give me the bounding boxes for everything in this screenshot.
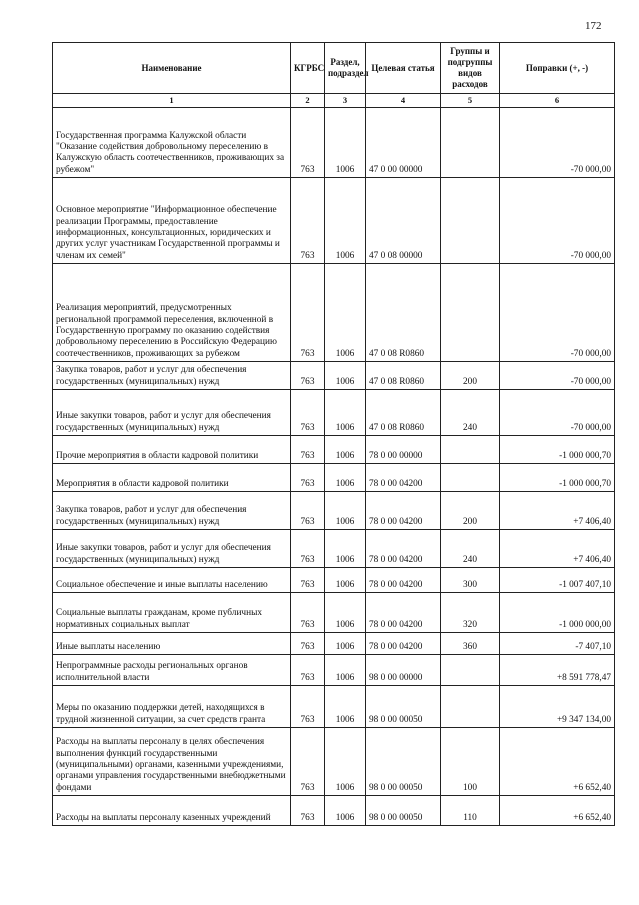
row-expense-group: [441, 464, 500, 492]
row-target-article: 78 0 00 04200: [366, 530, 441, 568]
row-name: Прочие мероприятия в области кадровой политики: [53, 436, 291, 464]
row-section: 1006: [325, 568, 366, 593]
header-grbs: КГРБС: [291, 43, 325, 94]
table-row: [53, 686, 615, 728]
row-name: Основное мероприятие "Информационное обеспечение реализации Программы, предоставление информационных, консультационных, юридических и других услуг участникам Государственной программы и членам их семей": [53, 178, 291, 264]
table-row: [53, 492, 615, 530]
row-amount: -7 407,10: [500, 633, 615, 655]
row-target-article: 47 0 08 R0860: [366, 362, 441, 390]
row-grbs: 763: [291, 593, 325, 633]
row-target-article: 98 0 00 00050: [366, 728, 441, 796]
row-section: 1006: [325, 264, 366, 362]
row-target-article: 78 0 00 04200: [366, 492, 441, 530]
table-row: [53, 728, 615, 796]
table-row: [53, 633, 615, 655]
header-groups: Группы и подгруппы видов расходов: [441, 43, 500, 94]
row-target-article: 78 0 00 04200: [366, 593, 441, 633]
table-row: [53, 464, 615, 492]
row-amount: -70 000,00: [500, 362, 615, 390]
row-name: Расходы на выплаты персоналу в целях обеспечения выполнения функций государственными (муниципальными) органами, казенными учреждениями, органами управления государственными внебюджетными фондами: [53, 728, 291, 796]
row-section: 1006: [325, 593, 366, 633]
row-grbs: 763: [291, 728, 325, 796]
row-expense-group: 240: [441, 530, 500, 568]
row-expense-group: [441, 655, 500, 686]
row-section: 1006: [325, 362, 366, 390]
column-number: 3: [325, 94, 366, 108]
row-name: Иные закупки товаров, работ и услуг для обеспечения государственных (муниципальных) нужд: [53, 390, 291, 436]
table-row: [53, 108, 615, 178]
row-name: Расходы на выплаты персоналу казенных учреждений: [53, 796, 291, 826]
row-section: 1006: [325, 796, 366, 826]
row-expense-group: 300: [441, 568, 500, 593]
row-expense-group: 200: [441, 362, 500, 390]
column-number: 4: [366, 94, 441, 108]
row-target-article: 78 0 00 04200: [366, 464, 441, 492]
row-section: 1006: [325, 390, 366, 436]
row-name: Иные закупки товаров, работ и услуг для обеспечения государственных (муниципальных) нужд: [53, 530, 291, 568]
table-row: [53, 568, 615, 593]
header-name: Наименование: [53, 43, 291, 94]
header-amount: Поправки (+, -): [500, 43, 615, 94]
table-row: [53, 178, 615, 264]
row-expense-group: 240: [441, 390, 500, 436]
row-name: Иные выплаты населению: [53, 633, 291, 655]
row-amount: +8 591 778,47: [500, 655, 615, 686]
row-expense-group: [441, 264, 500, 362]
header-section: Раздел, подраздел: [325, 43, 366, 94]
table-row: [53, 436, 615, 464]
row-grbs: 763: [291, 178, 325, 264]
table-row: [53, 655, 615, 686]
row-amount: -70 000,00: [500, 264, 615, 362]
table-column-numbers-row: [53, 94, 615, 108]
table-row: [53, 362, 615, 390]
column-number: 6: [500, 94, 615, 108]
row-name: Меры по оказанию поддержки детей, находящихся в трудной жизненной ситуации, за счет средств гранта: [53, 686, 291, 728]
row-expense-group: 360: [441, 633, 500, 655]
row-section: 1006: [325, 686, 366, 728]
row-target-article: 78 0 00 00000: [366, 436, 441, 464]
row-grbs: 763: [291, 568, 325, 593]
row-grbs: 763: [291, 796, 325, 826]
row-amount: +6 652,40: [500, 728, 615, 796]
row-grbs: 763: [291, 686, 325, 728]
row-amount: -1 000 000,70: [500, 436, 615, 464]
header-target: Целевая статья: [366, 43, 441, 94]
row-section: 1006: [325, 728, 366, 796]
row-section: 1006: [325, 464, 366, 492]
table-row: [53, 390, 615, 436]
page-number: 172: [585, 20, 602, 32]
table-row: [53, 530, 615, 568]
row-grbs: 763: [291, 390, 325, 436]
row-expense-group: 200: [441, 492, 500, 530]
row-grbs: 763: [291, 633, 325, 655]
row-name: Непрограммные расходы региональных органов исполнительной власти: [53, 655, 291, 686]
row-target-article: 47 0 08 00000: [366, 178, 441, 264]
row-amount: -70 000,00: [500, 390, 615, 436]
row-section: 1006: [325, 178, 366, 264]
row-expense-group: [441, 436, 500, 464]
row-amount: -70 000,00: [500, 178, 615, 264]
row-target-article: 47 0 08 R0860: [366, 264, 441, 362]
table-row: [53, 264, 615, 362]
row-amount: +9 347 134,00: [500, 686, 615, 728]
row-target-article: 47 0 08 R0860: [366, 390, 441, 436]
row-grbs: 763: [291, 464, 325, 492]
row-grbs: 763: [291, 655, 325, 686]
row-section: 1006: [325, 655, 366, 686]
table-body: [53, 108, 615, 826]
row-name: Мероприятия в области кадровой политики: [53, 464, 291, 492]
row-expense-group: 320: [441, 593, 500, 633]
row-amount: -1 000 000,00: [500, 593, 615, 633]
row-name: Социальное обеспечение и иные выплаты населению: [53, 568, 291, 593]
table-header-row: [53, 43, 615, 94]
row-name: Реализация мероприятий, предусмотренных региональной программой переселения, включенной в Государственную программу по оказанию содействия добровольному переселению в Российскую Федерацию соотечественников, проживающих за рубежом: [53, 264, 291, 362]
budget-amendments-table: [52, 42, 615, 826]
row-name: Социальные выплаты гражданам, кроме публичных нормативных социальных выплат: [53, 593, 291, 633]
row-target-article: 78 0 00 04200: [366, 568, 441, 593]
row-grbs: 763: [291, 492, 325, 530]
row-grbs: 763: [291, 436, 325, 464]
row-amount: +7 406,40: [500, 530, 615, 568]
row-section: 1006: [325, 633, 366, 655]
row-grbs: 763: [291, 530, 325, 568]
row-grbs: 763: [291, 108, 325, 178]
row-name: Государственная программа Калужской области "Оказание содействия добровольному переселению в Калужскую область соотечественников, проживающих за рубежом": [53, 108, 291, 178]
row-section: 1006: [325, 436, 366, 464]
row-amount: -1 000 000,70: [500, 464, 615, 492]
row-target-article: 47 0 00 00000: [366, 108, 441, 178]
row-amount: -70 000,00: [500, 108, 615, 178]
row-name: Закупка товаров, работ и услуг для обеспечения государственных (муниципальных) нужд: [53, 362, 291, 390]
column-number: 5: [441, 94, 500, 108]
row-section: 1006: [325, 492, 366, 530]
row-section: 1006: [325, 530, 366, 568]
row-target-article: 78 0 00 04200: [366, 633, 441, 655]
table-row: [53, 796, 615, 826]
table-row: [53, 593, 615, 633]
row-amount: -1 007 407,10: [500, 568, 615, 593]
row-expense-group: [441, 108, 500, 178]
column-number: 2: [291, 94, 325, 108]
row-expense-group: [441, 178, 500, 264]
row-amount: +6 652,40: [500, 796, 615, 826]
row-target-article: 98 0 00 00050: [366, 686, 441, 728]
row-target-article: 98 0 00 00000: [366, 655, 441, 686]
row-name: Закупка товаров, работ и услуг для обеспечения государственных (муниципальных) нужд: [53, 492, 291, 530]
column-number: 1: [53, 94, 291, 108]
row-grbs: 763: [291, 264, 325, 362]
row-expense-group: 100: [441, 728, 500, 796]
row-section: 1006: [325, 108, 366, 178]
row-expense-group: [441, 686, 500, 728]
row-target-article: 98 0 00 00050: [366, 796, 441, 826]
row-amount: +7 406,40: [500, 492, 615, 530]
row-expense-group: 110: [441, 796, 500, 826]
row-grbs: 763: [291, 362, 325, 390]
